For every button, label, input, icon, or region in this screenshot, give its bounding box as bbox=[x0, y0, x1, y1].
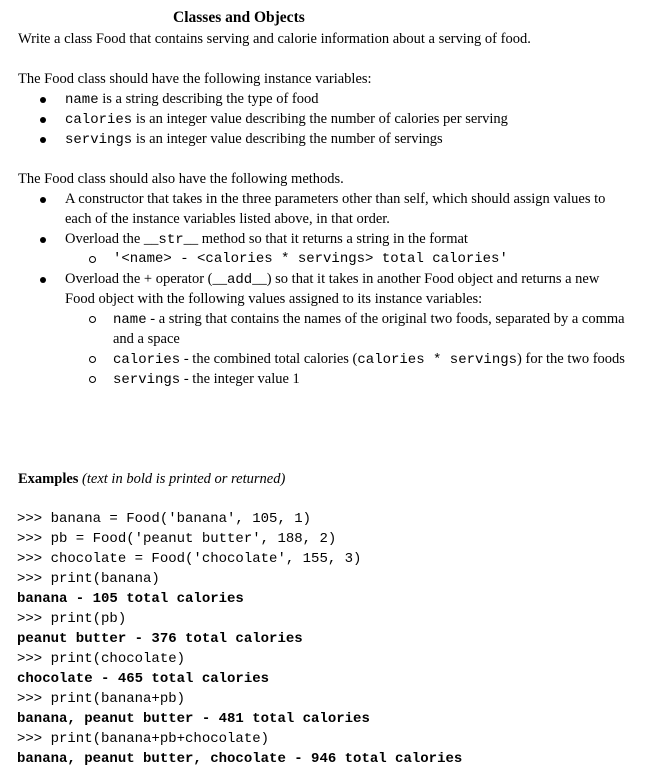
example-input-line: >>> print(pb) bbox=[17, 611, 127, 627]
method-str-pre: Overload the __ bbox=[65, 231, 159, 247]
bullet-icon bbox=[40, 237, 46, 243]
method-add-code: add bbox=[226, 272, 253, 288]
example-output-line: banana, peanut butter, chocolate - 946 total calories bbox=[17, 751, 463, 767]
method-str bbox=[65, 229, 468, 250]
example-output-line: banana - 105 total calories bbox=[17, 591, 244, 607]
bullet-icon bbox=[40, 117, 46, 123]
circle-bullet-icon bbox=[89, 316, 96, 323]
var-calories-desc: is an integer value describing the number of calories per serving bbox=[132, 111, 508, 127]
page-title: Classes and Objects bbox=[173, 9, 305, 26]
sub-item-servings bbox=[113, 369, 300, 390]
var-servings-code: servings bbox=[65, 132, 133, 148]
sub-item-name-line2: and a space bbox=[113, 331, 180, 347]
circle-bullet-icon bbox=[89, 256, 96, 263]
method-str-post: __ method so that it returns a string in the format bbox=[183, 231, 468, 247]
examples-label: Examples bbox=[18, 471, 79, 487]
bullet-icon bbox=[40, 137, 46, 143]
method-constructor-line2: each of the instance variables listed above, in that order. bbox=[65, 211, 390, 227]
bullet-icon bbox=[40, 197, 46, 203]
example-output-line: chocolate - 465 total calories bbox=[17, 671, 270, 687]
example-input-line: >>> print(banana+pb+chocolate) bbox=[17, 731, 270, 747]
method-add-line2: Food object with the following values assigned to its instance variables: bbox=[65, 291, 483, 307]
sub-name-desc: - a string that contains the names of the original two foods, separated by a comma bbox=[146, 311, 625, 327]
sub-calories-code: calories bbox=[113, 352, 181, 368]
var-name-desc: is a string describing the type of food bbox=[98, 91, 319, 107]
circle-bullet-icon bbox=[89, 376, 96, 383]
example-input-line: >>> print(banana+pb) bbox=[17, 691, 186, 707]
bullet-icon bbox=[40, 97, 46, 103]
bullet-icon bbox=[40, 277, 46, 283]
sub-item-calories bbox=[113, 349, 625, 370]
sub-calories-post: ) for the two foods bbox=[517, 351, 625, 367]
method-constructor-line1: A constructor that takes in the three parameters other than self, which should assign values to bbox=[65, 191, 606, 207]
list-item bbox=[65, 89, 318, 110]
sub-calories-code2: calories * servings bbox=[357, 352, 518, 368]
var-name-code: name bbox=[65, 92, 99, 108]
sub-calories-mid: - the combined total calories ( bbox=[180, 351, 358, 367]
method-add-pre: Overload the + operator (__ bbox=[65, 271, 227, 287]
examples-note: (text in bold is printed or returned) bbox=[82, 471, 286, 487]
var-servings-desc: is an integer value describing the number of servings bbox=[132, 131, 443, 147]
vars-heading: The Food class should have the following instance variables: bbox=[18, 71, 372, 87]
sub-item-name bbox=[113, 309, 625, 330]
var-calories-code: calories bbox=[65, 112, 133, 128]
circle-bullet-icon bbox=[89, 356, 96, 363]
examples-heading bbox=[18, 469, 285, 489]
example-input-line: >>> chocolate = Food('chocolate', 155, 3) bbox=[17, 551, 362, 567]
method-add bbox=[65, 269, 599, 290]
example-output-line: peanut butter - 376 total calories bbox=[17, 631, 303, 647]
example-input-line: >>> banana = Food('banana', 105, 1) bbox=[17, 511, 312, 527]
example-input-line: >>> print(banana) bbox=[17, 571, 160, 587]
methods-heading: The Food class should also have the following methods. bbox=[18, 171, 344, 187]
intro-text: Write a class Food that contains serving and calorie information about a serving of food. bbox=[18, 31, 531, 47]
sub-name-code: name bbox=[113, 312, 147, 328]
sub-servings-desc: - the integer value 1 bbox=[180, 371, 300, 387]
method-str-code: str bbox=[158, 232, 184, 248]
example-input-line: >>> print(chocolate) bbox=[17, 651, 186, 667]
example-input-line: >>> pb = Food('peanut butter', 188, 2) bbox=[17, 531, 337, 547]
sub-servings-code: servings bbox=[113, 372, 181, 388]
example-output-line: banana, peanut butter - 481 total calories bbox=[17, 711, 370, 727]
list-item bbox=[65, 129, 443, 150]
list-item bbox=[65, 109, 508, 130]
str-format-code: '<name> - <calories * servings> total calories' bbox=[113, 251, 508, 267]
method-add-post: __) so that it takes in another Food object and returns a new bbox=[252, 271, 600, 287]
